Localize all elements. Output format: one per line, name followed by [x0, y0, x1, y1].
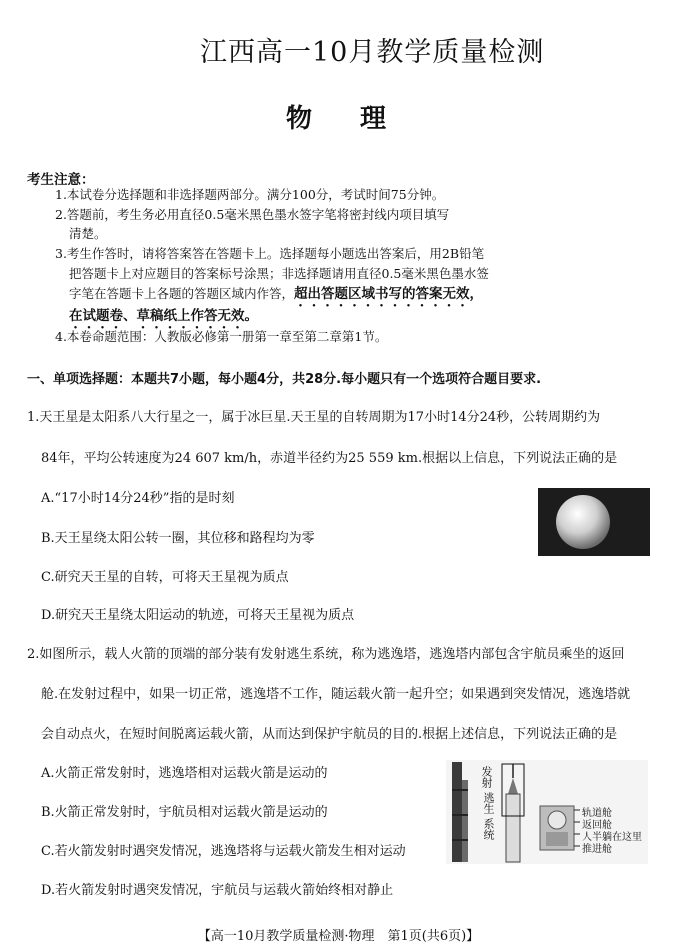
notice-item-4: 4.本卷命题范围：人教版必修第一册第一章至第二章第1节。 [55, 329, 388, 344]
notice-emphasis-2: 在试题卷、草稿纸上作答无效。 [69, 308, 258, 324]
rocket-escape-figure [446, 760, 648, 864]
exam-title: 江西高一10月教学质量检测 [200, 37, 545, 68]
notice-heading: 考生注意： [27, 172, 95, 188]
page-footer: 【高一10月教学质量检测·物理 第1页(共6页)】 [197, 929, 480, 944]
subject-title: 物理 [286, 104, 435, 134]
q1-option-b: B.天王星绕太阳公转一圈，其位移和路程均为零 [41, 531, 315, 546]
q2-option-d: D.若火箭发射时遇突发情况，宇航员与运载火箭始终相对静止 [41, 883, 394, 898]
uranus-sphere-icon [538, 488, 650, 556]
figure-label-astronaut-position: 人半躺在这里 [582, 832, 642, 843]
rocket-diagram-icon [446, 760, 648, 864]
section-heading: 一、单项选择题：本题共7小题，每小题4分，共28分.每小题只有一个选项符合题目要求. [27, 372, 542, 387]
notice-item-2-cont: 清楚。 [69, 226, 107, 241]
figure-vertical-label-2: 逃生 [482, 792, 495, 814]
q1-stem-line2: 84年，平均公转速度为24 607 km/h，赤道半径约为25 559 km.根据以上信息，下列说法正确的是 [41, 451, 618, 466]
notice-item-3-line2: 把答题卡上对应题目的答案标号涂黑；非选择题请用直径0.5毫米黑色墨水签 [69, 266, 489, 281]
q1-option-d: D.研究天王星绕太阳运动的轨迹，可将天王星视为质点 [41, 608, 355, 623]
q2-option-a: A.火箭正常发射时，逃逸塔相对运载火箭是运动的 [41, 766, 328, 781]
figure-label-return-capsule: 返回舱 [582, 820, 612, 831]
q1-option-a: A.“17小时14分24秒”指的是时刻 [41, 491, 235, 506]
notice-item-1: 1.本试卷分选择题和非选择题两部分。满分100分，考试时间75分钟。 [55, 187, 445, 202]
q2-stem-line3: 会自动点火，在短时间脱离运载火箭，从而达到保护宇航员的目的.根据上述信息，下列说法正确的是 [41, 727, 618, 742]
q1-option-c: C.研究天王星的自转，可将天王星视为质点 [41, 570, 289, 585]
q2-option-c: C.若火箭发射时遇突发情况，逃逸塔将与运载火箭发生相对运动 [41, 844, 406, 859]
q2-stem-line1: 2.如图所示，载人火箭的顶端的部分装有发射逃生系统，称为逃逸塔，逃逸塔内部包含宇航员乘坐的返回 [27, 647, 625, 662]
uranus-image [538, 488, 650, 556]
figure-label-escape-system [480, 766, 492, 791]
figure-vertical-label-3: 系统 [482, 818, 495, 840]
notice-item-2: 2.答题前，考生务必用直径0.5毫米黑色墨水签字笔将密封线内项目填写 [55, 207, 450, 222]
q2-option-b: B.火箭正常发射时，宇航员相对运载火箭是运动的 [41, 805, 328, 820]
q1-stem-line1: 1.天王星是太阳系八大行星之一，属于冰巨星.天王星的自转周期为17小时14分24秒，公转周期约为 [27, 410, 601, 425]
notice-item-3: 3.考生作答时，请将答案答在答题卡上。选择题每小题选出答案后，用2B铅笔 [55, 246, 485, 261]
figure-label-propulsion-module: 推进舱 [582, 844, 612, 855]
notice-emphasis-1: 超出答题区域书写的答案无效， [294, 286, 484, 302]
figure-label-orbital-module: 轨道舱 [582, 808, 612, 819]
figure-vertical-label-1: 发射 [480, 766, 493, 788]
q2-stem-line2: 舱.在发射过程中，如果一切正常，逃逸塔不工作，随运载火箭一起升空；如果遇到突发情况，逃逸塔就 [41, 687, 631, 702]
notice-item-3-text: 字笔在答题卡上各题的答题区域内作答， [69, 286, 295, 301]
